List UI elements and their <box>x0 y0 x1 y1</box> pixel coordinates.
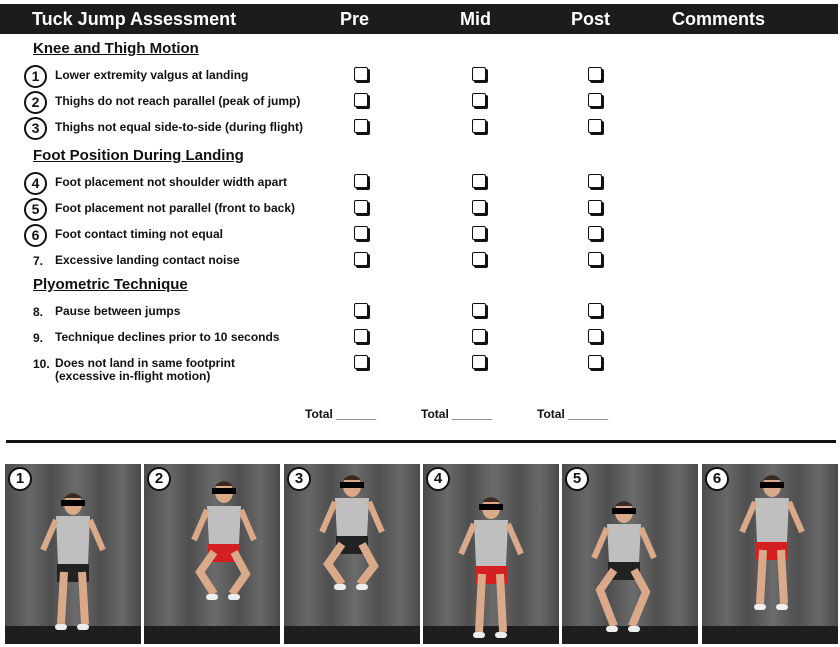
criterion-row <box>24 300 354 324</box>
checkbox-mid[interactable] <box>472 329 486 343</box>
checkbox-mid[interactable] <box>472 93 486 107</box>
checkbox-mid[interactable] <box>472 200 486 214</box>
criterion-label: Thighs not equal side-to-side (during flight) <box>55 120 303 134</box>
criterion-number: 6 <box>24 224 47 247</box>
photo-number: 5 <box>565 467 589 491</box>
criterion-number: 1 <box>24 65 47 88</box>
checkbox-pre[interactable] <box>354 226 368 240</box>
section-divider <box>6 440 836 443</box>
column-header-mid: Mid <box>460 9 491 29</box>
criterion-number: 10. <box>33 357 50 371</box>
criterion-number: 3 <box>24 117 47 140</box>
section-heading: Plyometric Technique <box>33 276 188 293</box>
criterion-row <box>24 64 354 88</box>
athlete-figure <box>562 464 698 644</box>
checkbox-post[interactable] <box>588 200 602 214</box>
checkbox-pre[interactable] <box>354 93 368 107</box>
criterion-row <box>24 197 354 221</box>
checkbox-mid[interactable] <box>472 226 486 240</box>
criterion-label: Thighs do not reach parallel (peak of jump) <box>55 94 301 108</box>
criterion-number: 4 <box>24 172 47 195</box>
demonstration-photo <box>284 464 420 644</box>
checkbox-pre[interactable] <box>354 355 368 369</box>
checkbox-pre[interactable] <box>354 174 368 188</box>
checkbox-mid[interactable] <box>472 174 486 188</box>
criterion-label: Technique declines prior to 10 seconds <box>55 330 280 344</box>
checkbox-mid[interactable] <box>472 119 486 133</box>
column-header-pre: Pre <box>340 9 370 29</box>
photo-number: 3 <box>287 467 311 491</box>
checkbox-pre[interactable] <box>354 329 368 343</box>
column-header-post: Post <box>571 9 611 29</box>
checkbox-pre[interactable] <box>354 67 368 81</box>
athlete-figure <box>702 464 838 644</box>
header-bar <box>0 4 838 34</box>
criterion-label: Foot placement not shoulder width apart <box>55 175 288 189</box>
column-header-comments: Comments <box>672 9 766 29</box>
criterion-row <box>24 326 354 350</box>
criterion-row <box>24 116 354 140</box>
checkbox-post[interactable] <box>588 355 602 369</box>
checkbox-pre[interactable] <box>354 303 368 317</box>
criterion-label: Excessive landing contact noise <box>55 253 240 267</box>
athlete-figure <box>423 464 559 644</box>
checkbox-post[interactable] <box>588 67 602 81</box>
demonstration-photo <box>702 464 838 644</box>
checkbox-mid[interactable] <box>472 355 486 369</box>
total-mid: Total ______ <box>421 407 493 421</box>
total-post: Total ______ <box>537 407 609 421</box>
criterion-label: Pause between jumps <box>55 304 181 318</box>
checkbox-pre[interactable] <box>354 200 368 214</box>
photo-number: 6 <box>705 467 729 491</box>
criterion-number: 8. <box>33 305 44 319</box>
checkbox-post[interactable] <box>588 329 602 343</box>
criterion-number: 9. <box>33 331 44 345</box>
demonstration-photo <box>5 464 141 644</box>
criterion-label: Lower extremity valgus at landing <box>55 68 249 82</box>
checkbox-post[interactable] <box>588 303 602 317</box>
section-heading: Knee and Thigh Motion <box>33 40 199 57</box>
criterion-number: 2 <box>24 91 47 114</box>
athlete-figure <box>284 464 420 644</box>
checkbox-mid[interactable] <box>472 252 486 266</box>
athlete-figure <box>5 464 141 644</box>
criterion-number: 5 <box>24 198 47 221</box>
checkbox-post[interactable] <box>588 252 602 266</box>
criterion-label: Does not land in same footprint (excessive in-flight motion) <box>55 356 236 383</box>
assessment-title: Tuck Jump Assessment <box>32 9 237 29</box>
criterion-row <box>24 171 354 195</box>
photo-number: 2 <box>147 467 171 491</box>
demonstration-photo <box>423 464 559 644</box>
criterion-number: 7. <box>33 254 44 268</box>
criterion-row <box>24 223 354 247</box>
demonstration-photo <box>562 464 698 644</box>
criterion-row <box>24 352 354 383</box>
criterion-row <box>24 249 354 273</box>
checkbox-mid[interactable] <box>472 67 486 81</box>
checkbox-post[interactable] <box>588 119 602 133</box>
checkbox-post[interactable] <box>588 174 602 188</box>
criterion-label: Foot contact timing not equal <box>55 227 223 241</box>
criterion-label: Foot placement not parallel (front to back) <box>55 201 296 215</box>
total-pre: Total ______ <box>305 407 377 421</box>
checkbox-pre[interactable] <box>354 119 368 133</box>
checkbox-post[interactable] <box>588 93 602 107</box>
demonstration-photo <box>144 464 280 644</box>
section-heading: Foot Position During Landing <box>33 147 244 164</box>
checkbox-mid[interactable] <box>472 303 486 317</box>
checkbox-pre[interactable] <box>354 252 368 266</box>
checkbox-post[interactable] <box>588 226 602 240</box>
photo-number: 4 <box>426 467 450 491</box>
photo-number: 1 <box>8 467 32 491</box>
athlete-figure <box>144 464 280 644</box>
criterion-row <box>24 90 354 114</box>
